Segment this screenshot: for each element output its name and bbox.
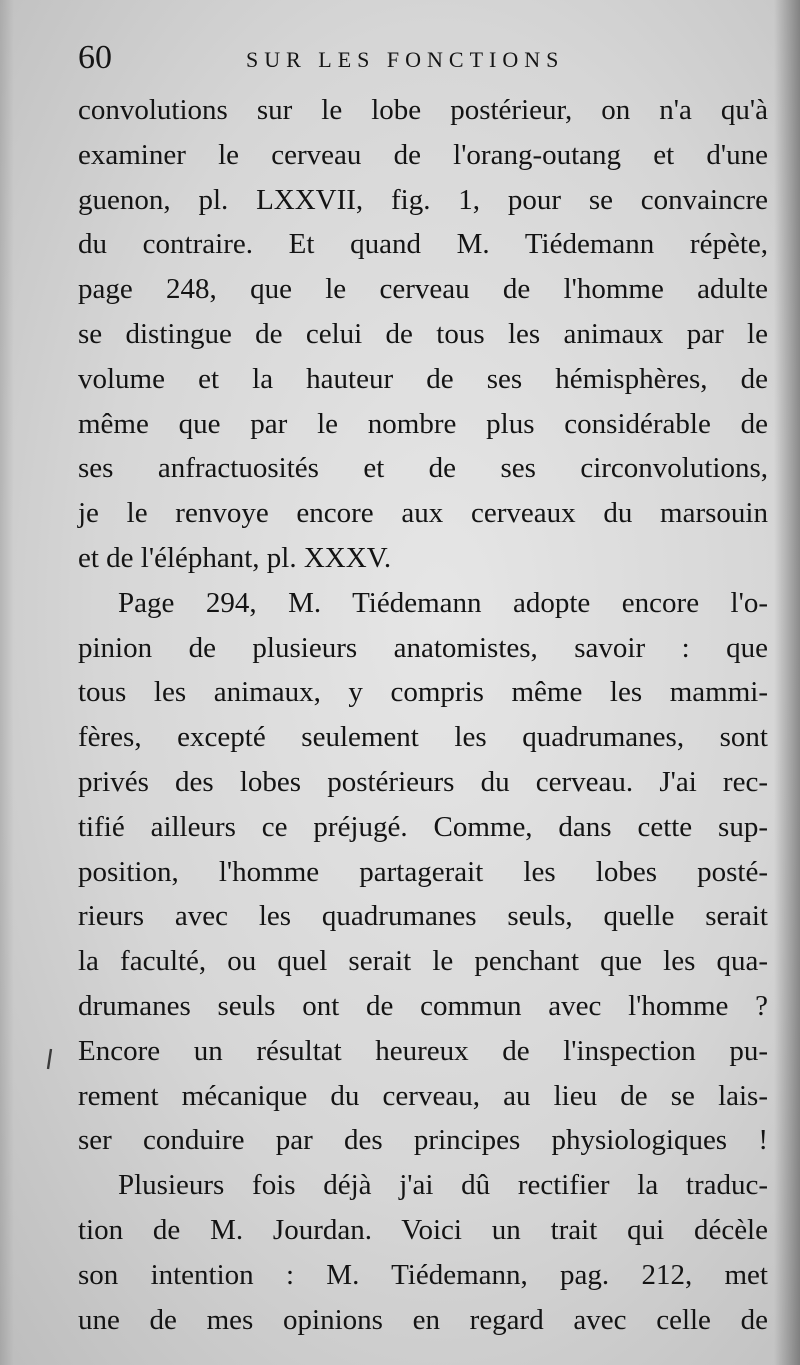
text-line: même que par le nombre plus considérable de [78, 407, 768, 440]
text-line: drumanes seuls ont de commun avec l'homme ? [78, 989, 768, 1022]
text-line: du contraire. Et quand M. Tiédemann répète, [78, 228, 768, 261]
text-line: privés des lobes postérieurs du cerveau. J'ai rec- [78, 765, 768, 798]
paragraph-start-line: Plusieurs fois déjà j'ai dû rectifier la traduc- [118, 1169, 768, 1202]
text-line: volume et la hauteur de ses hémisphères, de [78, 362, 768, 395]
text-line: son intention : M. Tiédemann, pag. 212, met [78, 1258, 768, 1291]
text-line: rieurs avec les quadrumanes seuls, quelle serait [78, 900, 768, 933]
paragraph-start-line: Page 294, M. Tiédemann adopte encore l'o- [118, 586, 768, 619]
text-line: et de l'éléphant, pl. XXXV. [78, 541, 392, 574]
text-line: page 248, que le cerveau de l'homme adulte [78, 273, 768, 306]
text-line: ses anfractuosités et de ses circonvolutions, [78, 452, 768, 485]
text-line: ser conduire par des principes physiologiques ! [78, 1124, 768, 1157]
text-line: Encore un résultat heureux de l'inspection pu- [78, 1034, 768, 1067]
text-line: pinion de plusieurs anatomistes, savoir : que [78, 631, 768, 664]
text-line: une de mes opinions en regard avec celle de [78, 1303, 768, 1336]
text-line: convolutions sur le lobe postérieur, on n'a qu'à [78, 94, 768, 126]
text-line: tifié ailleurs ce préjugé. Comme, dans cette sup- [78, 810, 768, 843]
text-line: examiner le cerveau de l'orang-outang et d'une [78, 138, 768, 171]
body-text [78, 88, 768, 1342]
text-line: se distingue de celui de tous les animaux par le [78, 317, 768, 350]
page-number: 60 [78, 39, 112, 76]
text-line: je le renvoye encore aux cerveaux du marsouin [78, 497, 768, 530]
running-title: SUR LES FONCTIONS [246, 47, 565, 72]
text-line: fères, excepté seulement les quadrumanes, sont [78, 721, 768, 754]
text-line: tion de M. Jourdan. Voici un trait qui décèle [78, 1213, 768, 1246]
page-left-edge-shadow [0, 0, 14, 1365]
text-line: guenon, pl. LXXVII, fig. 1, pour se convaincre [78, 183, 768, 216]
text-line: tous les animaux, y compris même les mammi- [78, 676, 768, 709]
page-gutter-shadow [774, 0, 800, 1365]
text-line: la faculté, ou quel serait le penchant que les qua- [78, 945, 768, 978]
text-line: rement mécanique du cerveau, au lieu de se lais- [78, 1079, 768, 1112]
running-head [78, 34, 778, 82]
text-line: position, l'homme partagerait les lobes posté- [78, 855, 768, 888]
ink-blot-icon [44, 1048, 56, 1070]
